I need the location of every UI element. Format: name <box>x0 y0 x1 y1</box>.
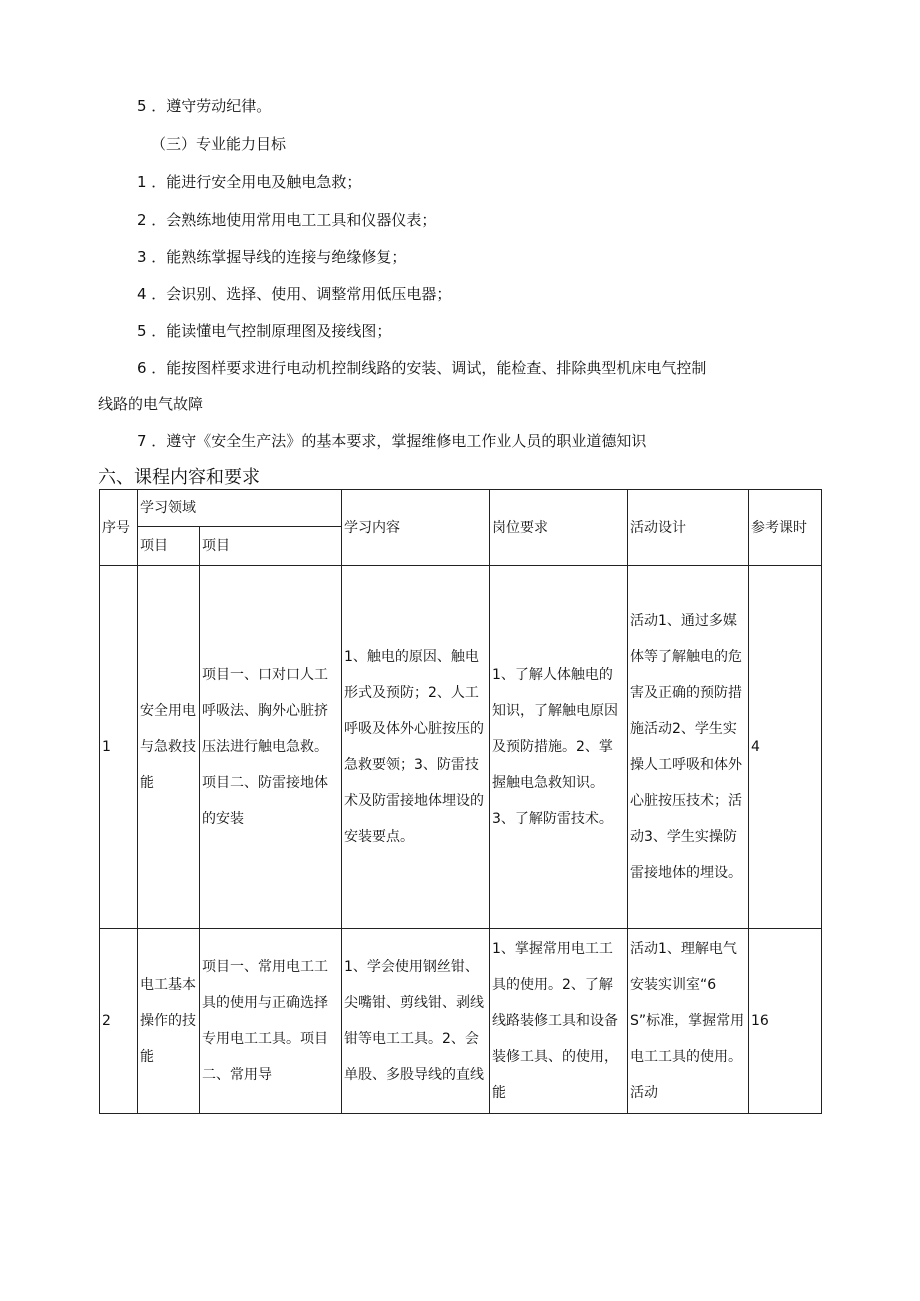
header-row <box>100 490 822 527</box>
header-activity: 活动设计 <box>628 490 749 566</box>
cell-content: 1、学会使用钢丝钳、尖嘴钳、剪线钳、剥线钳等电工工具。2、会单股、多股导线的直线 <box>342 929 490 1114</box>
cell-item: 电工基本操作的技能 <box>138 929 200 1114</box>
text-line: 1 ．能进行安全用电及触电急救； <box>137 173 362 191</box>
course-content-table <box>99 489 822 1114</box>
header-project: 项目 <box>200 527 342 566</box>
text-line: 2 ．会熟练地使用常用电工工具和仪器仪表； <box>137 211 437 229</box>
text-line: 3 ．能熟练掌握导线的连接与绝缘修复； <box>137 248 407 266</box>
cell-seq: 2 <box>100 929 138 1114</box>
table-row <box>100 929 822 1114</box>
text-line: 6 ．能按图样要求进行电动机控制线路的安装、调试，能检查、排除典型机床电气控制 <box>137 359 707 377</box>
cell-item: 安全用电与急救技能 <box>138 566 200 929</box>
cell-content: 1、触电的原因、触电形式及预防；2、人工呼吸及体外心脏按压的急救要领；3、防雷技术及防雷接地体埋设的安装要点。 <box>342 566 490 929</box>
header-seq: 序号 <box>100 490 138 566</box>
text-line: 5 ．遵守劳动纪律。 <box>137 97 272 115</box>
cell-requirement: 1、掌握常用电工工具的使用。2、了解线路装修工具和设备装修工具、的使用，能 <box>490 929 628 1114</box>
cell-hours: 16 <box>749 929 822 1114</box>
header-content: 学习内容 <box>342 490 490 566</box>
table-row <box>100 566 822 929</box>
section-title: 六、课程内容和要求 <box>98 467 260 488</box>
cell-project: 项目一、口对口人工呼吸法、胸外心脏挤压法进行触电急救。项目二、防雷接地体的安装 <box>200 566 342 929</box>
cell-requirement: 1、了解人体触电的知识，了解触电原因及预防措施。2、掌握触电急救知识。3、了解防雷技术。 <box>490 566 628 929</box>
text-line: 线路的电气故障 <box>98 395 204 413</box>
header-requirement: 岗位要求 <box>490 490 628 566</box>
cell-activity: 活动1、理解电气安装实训室“6S”标准，掌握常用电工工具的使用。活动 <box>628 929 749 1114</box>
header-item: 项目 <box>138 527 200 566</box>
text-line: 7 ．遵守《安全生产法》的基本要求，掌握维修电工作业人员的职业道德知识 <box>137 432 647 450</box>
cell-hours: 4 <box>749 566 822 929</box>
header-hours: 参考课时 <box>749 490 822 566</box>
cell-activity: 活动1、通过多媒体等了解触电的危害及正确的预防措施活动2、学生实操人工呼吸和体外心脏按压技术；活动3、学生实操防雷接地体的埋设。 <box>628 566 749 929</box>
text-line: 4 ．会识别、选择、使用、调整常用低压电器； <box>137 285 452 303</box>
subsection-title: （三）专业能力目标 <box>151 135 287 153</box>
header-domain: 学习领域 <box>138 490 342 527</box>
cell-project: 项目一、常用电工工具的使用与正确选择专用电工工具。项目二、常用导 <box>200 929 342 1114</box>
text-line: 5 ．能读懂电气控制原理图及接线图； <box>137 322 392 340</box>
cell-seq: 1 <box>100 566 138 929</box>
